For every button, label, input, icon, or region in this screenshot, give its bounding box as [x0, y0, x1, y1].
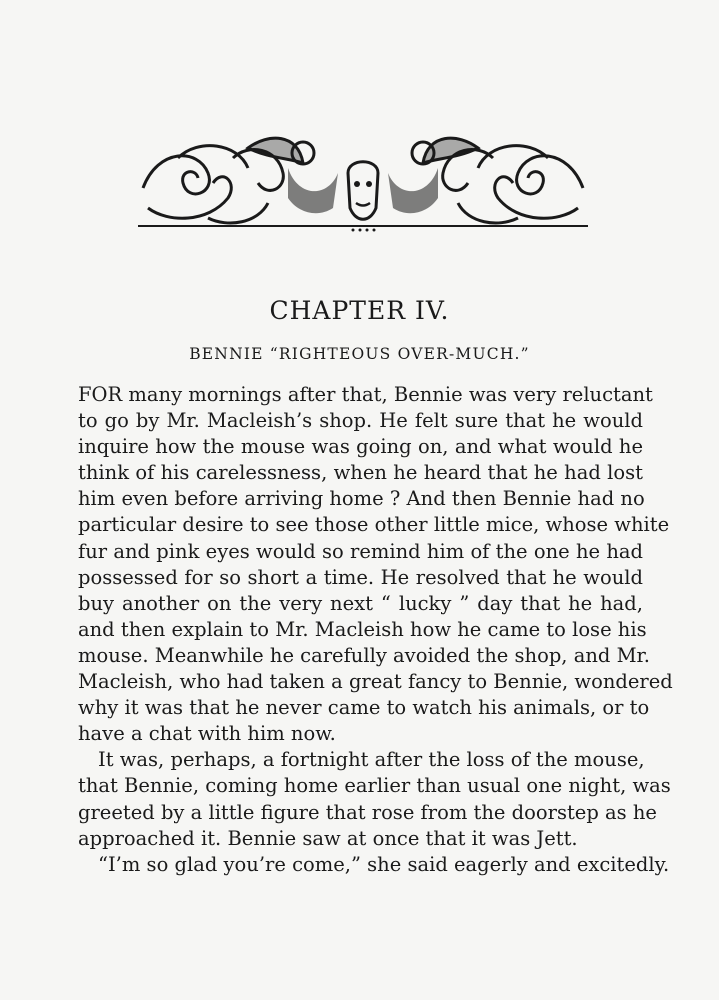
text-line: mouse. Meanwhile he carefully avoided the shop, and Mr.: [78, 643, 650, 667]
text-line: FOR many mornings after that, Bennie was very reluctant: [78, 383, 653, 406]
paragraph: [78, 852, 670, 878]
paragraph: [78, 382, 673, 747]
chapter-title: CHAPTER IV.: [269, 296, 450, 325]
chapter-subtitle: BENNIE “RIGHTEOUS OVER-MUCH.”: [189, 345, 530, 363]
text-line: It was, perhaps, a fortnight after the loss of the mouse,: [98, 748, 645, 772]
text-line: “I’m so glad you’re come,” she said eagerly and excitedly.: [98, 852, 670, 876]
text-line: that Bennie, coming home earlier than usual one night, was: [78, 774, 671, 798]
text-line: Macleish, who had taken a great fancy to Bennie, wondered: [78, 670, 673, 694]
text-line: inquire how the mouse was going on, and what would he: [78, 435, 643, 459]
text-line: have a chat with him now.: [78, 722, 336, 746]
chapter-body: [78, 382, 673, 878]
text-line: approached it. Bennie saw at once that it was Jett.: [78, 826, 578, 850]
text-line: to go by Mr. Macleish’s shop. He felt sure that he would: [78, 409, 643, 433]
text-line: him even before arriving home ? And then Bennie had no: [78, 487, 645, 511]
text-line: fur and pink eyes would so remind him of the one he had: [78, 539, 643, 563]
text-line: think of his carelessness, when he heard that he had lost: [78, 461, 643, 485]
text-line: and then explain to Mr. Macleish how he came to lose his: [78, 617, 647, 641]
paragraph: [78, 747, 671, 851]
text-line: particular desire to see those other little mice, whose white: [78, 513, 670, 537]
text-line: why it was that he never came to watch his animals, or to: [78, 696, 650, 720]
decorative-headpiece-ornament: [138, 128, 588, 234]
text-line: buy another on the very next “ lucky ” day that he had,: [78, 591, 643, 615]
text-line: greeted by a little figure that rose from the doorstep as he: [78, 800, 657, 824]
text-line: possessed for so short a time. He resolved that he would: [78, 565, 643, 589]
